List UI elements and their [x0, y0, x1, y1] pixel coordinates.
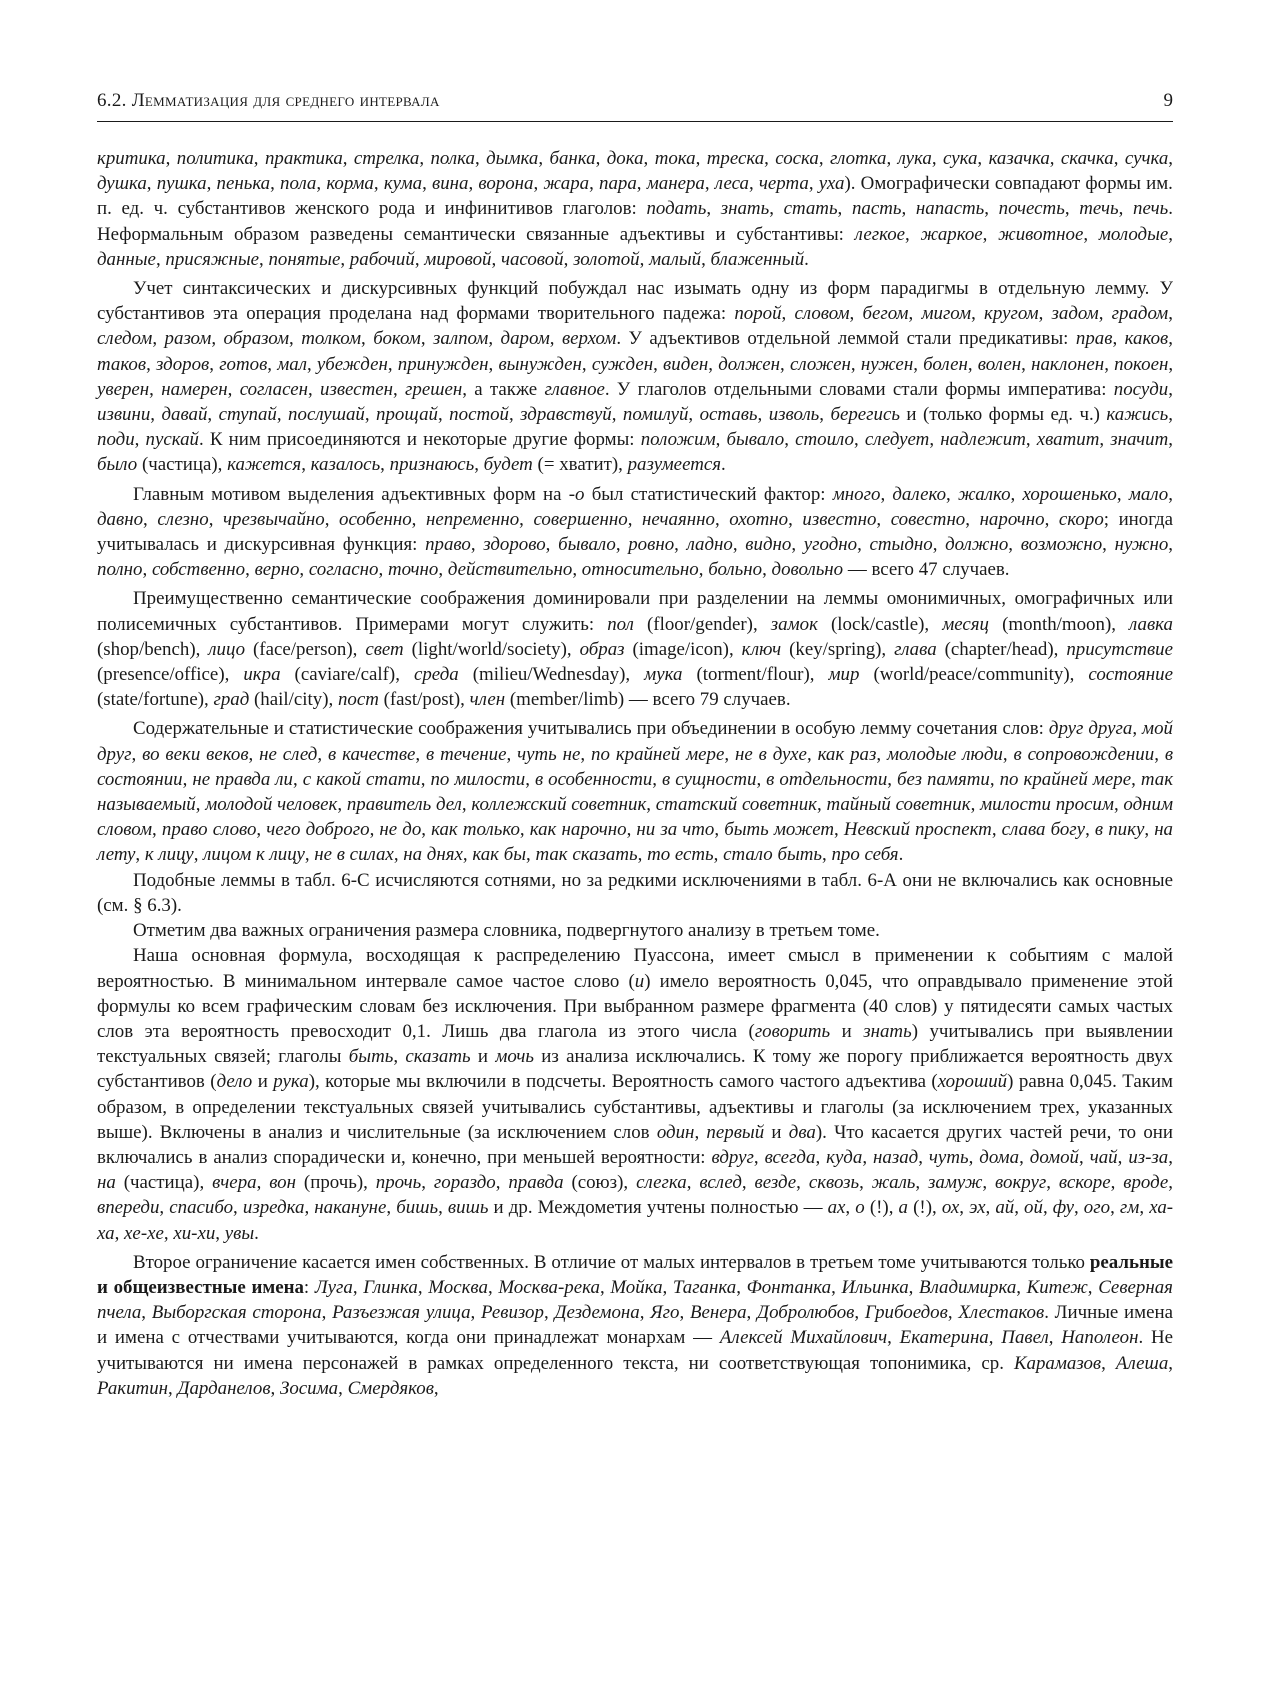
paragraph-7: Отметим два важных ограничения размера словника, подвергнутого анализу в третьем томе. — [133, 920, 880, 942]
paragraph-3: Главным мотивом выделения адъективных форм на -о был статистический фактор: много, далеко, жалко, хорошенько, мало, давно, слезно, чрезвычайно, особенно, непременно, совершенно, нечаянно, охотно, известно, совестно, нарочно, скоро; иногда учитывалась и дискурсивная функция: право, здорово, бывало, ровно, ладно, видно, угодно, стыдно, должно, возможно, нужно, полно, собственно, верно, согласно, точно, действительно, относительно, больно, довольно — всего 47 случаев. — [97, 483, 1174, 581]
paragraph-8: Наша основная формула, восходящая к распределению Пуассона, имеет смысл в применении к событиям с малой вероятностью. В минимальном интервале самое частое слово (и) имело вероятность 0,045, что оправдывало применение этой формулы ко всем графическим словам без исключения. При выбранном размере фрагмента (40 слов) у пятидесяти самых частых слов эта вероятность превосходит 0,1. Лишь два глагола из этого числа (говорить и знать) учитывались при выявлении текстуальных связей; глаголы быть, сказать и мочь из анализа исключались. К тому же порогу приближается вероятность двух субстантивов (дело и рука), которые мы включили в подсчеты. Вероятность самого частого адъектива (хороший) равна 0,045. Таким образом, в определении текстуальных связей учитывались субстантивы, адъективы и глаголы (за исключением трех, указанных выше). Включены в анализ и числительные (за исключением слов один, первый и два). Что касается других частей речи, то они включались в анализ спорадически и, конечно, при меньшей вероятности: вдруг, всегда, куда, назад, чуть, дома, домой, чай, из-за, на (частица), вчера, вон (прочь), прочь, гораздо, правда (союз), слегка, вслед, везде, сквозь, жаль, замуж, вокруг, вскоре, вроде, впереди, спасибо, изредка, накануне, бишь, вишь и др. Междометия учтены полностью — ах, о (!), а (!), ох, эх, ай, ой, фу, ого, гм, ха-ха, хе-хе, хи-хи, увы. — [97, 945, 1174, 1244]
header-rule — [97, 121, 1173, 122]
paragraph-5: Содержательные и статистические соображения учитывались при объединении в особую лемму сочетания слов: друг друга, мой друг, во веки веков, не след, в качестве, в течение, чуть не, по крайней мере, не в духе, как раз, молодые люди, в сопровождении, в состоянии, не правда ли, с какой стати, по милости, в особенности, в сущности, в отдельности, без памяти, по крайней мере, так называемый, молодой человек, правитель дел, коллежский советник, статский советник, тайный советник, милости просим, одним словом, право слово, чего доброго, не до, как только, как нарочно, ни за что, быть может, Невский проспект, слава богу, в пику, на лету, к лицу, лицом к лицу, не в силах, на днях, как бы, так сказать, то есть, стало быть, про себя. — [97, 718, 1174, 866]
body-text — [97, 146, 1173, 1401]
paragraph-4: Преимущественно семантические соображения доминировали при разделении на леммы омонимичных, омографичных или полисемичных субстантивов. Примерами могут служить: пол (floor/gender), замок (lock/castle), месяц (month/moon), лавка (shop/bench), лицо (face/person), свет (light/world/society), образ (image/icon), ключ (key/spring), глава (chapter/head), присутствие (presence/office), икра (caviare/calf), среда (milieu/Wednesday), мука (torment/flour), мир (world/peace/community), состояние (state/fortune), град (hail/city), пост (fast/post), член (member/limb) — всего 79 случаев. — [97, 588, 1173, 711]
paragraph-1: критика, политика, практика, стрелка, полка, дымка, банка, дока, тока, треска, соска, глотка, лука, сука, казачка, скачка, сучка, душка, пушка, пенька, пола, корма, кума, вина, ворона, жара, пара, манера, леса, черта, уха). Омографически совпадают формы им. п. ед. ч. субстантивов женского рода и инфинитивов глаголов: подать, знать, стать, пасть, напасть, почесть, течь, печь. Неформальным образом разведены семантически связанные адъективы и субстантивы: легкое, жаркое, животное, молодые, данные, присяжные, понятые, рабочий, мировой, часовой, золотой, малый, блаженный. — [97, 148, 1174, 270]
running-header — [97, 88, 1173, 118]
paragraph-9: Второе ограничение касается имен собственных. В отличие от малых интервалов в третьем томе учитываются только реальные и общеизвестные имена: Луга, Глинка, Москва, Москва-река, Мойка, Таганка, Фонтанка, Ильинка, Владимирка, Китеж, Северная пчела, Выборгская сторона, Разъезжая улица, Ревизор, Дездемона, Яго, Венера, Добролюбов, Грибоедов, Хлестаков. Личные имена и имена с отчествами учитываются, когда они принадлежат монархам — Алексей Михайлович, Екатерина, Павел, Наполеон. Не учитываются ни имена персонажей в рамках определенного текста, ни соответствующая топонимика, ср. Карамазов, Алеша, Ракитин, Дарданелов, Зосима, Смердяков, — [97, 1251, 1173, 1399]
paragraph-2: Учет синтаксических и дискурсивных функций побуждал нас изымать одну из форм парадигмы в отдельную лемму. У субстантивов эта операция проделана над формами творительного падежа: порой, словом, бегом, мигом, кругом, задом, градом, следом, разом, образом, толком, боком, залпом, даром, верхом. У адъективов отдельной леммой стали предикативы: прав, каков, таков, здоров, готов, мал, убежден, принужден, вынужден, сужден, виден, должен, сложен, нужен, болен, волен, наклонен, покоен, уверен, намерен, согласен, известен, грешен, а также главное. У глаголов отдельными словами стали формы императива: посуди, извини, давай, ступай, послушай, прощай, постой, здравствуй, помилуй, оставь, изволь, берегись и (только формы ед. ч.) кажись, поди, пускай. К ним присоединяются и некоторые другие формы: положим, бывало, стоило, следует, надлежит, хватит, значит, было (частица), кажется, казалось, признаюсь, будет (= хватит), разумеется. — [97, 278, 1174, 476]
section-title: 6.2. Лемматизация для среднего интервала — [97, 90, 440, 111]
paragraph-6: Подобные леммы в табл. 6-С исчисляются сотнями, но за редкими исключениями в табл. 6-А они не включались как основные (см. § 6.3). — [97, 869, 1173, 916]
page-number: 9 — [1163, 90, 1173, 111]
